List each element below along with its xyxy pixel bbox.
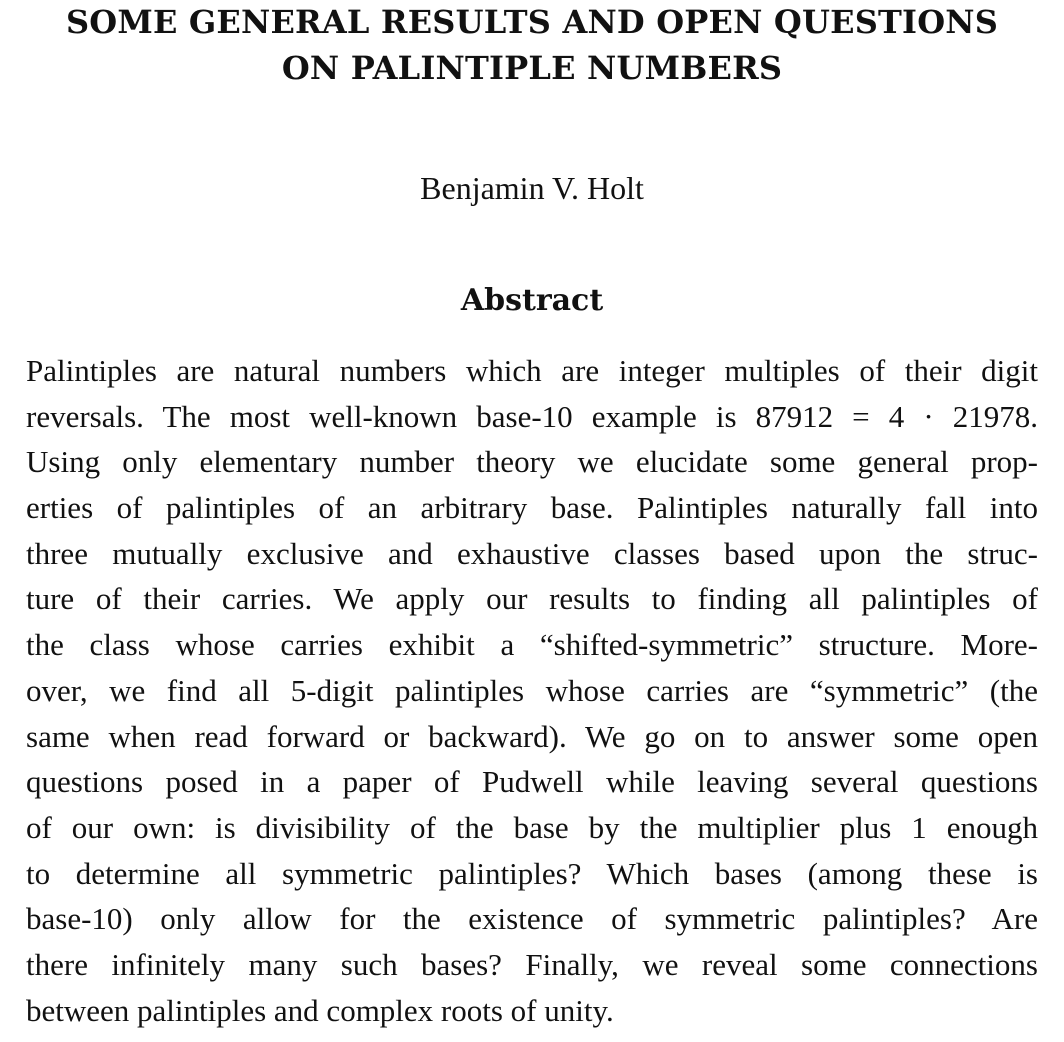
abstract-line-9: same when read forward or backward). We go on to answer some open [26,718,1038,754]
abstract-line-5: three mutually exclusive and exhaustive classes based upon the struc- [26,535,1038,571]
abstract-heading: Abstract [460,283,604,318]
abstract-line-14: there infinitely many such bases? Finally, we reveal some connections [26,946,1038,982]
abstract-line-11: of our own: is divisibility of the base by the multiplier plus 1 enough [26,809,1038,845]
abstract-line-7: the class whose carries exhibit a “shifted-symmetric” structure. More- [26,627,1038,663]
abstract-line-8: over, we find all 5-digit palintiples whose carries are “symmetric” (the [26,672,1038,708]
abstract-line-4: erties of palintiples of an arbitrary base. Palintiples naturally fall into [26,490,1038,526]
abstract-line-6: ture of their carries. We apply our results to finding all palintiples of [26,581,1038,617]
paper-title-line-2: ON PALINTIPLE NUMBERS [281,49,783,87]
abstract-line-13: base-10) only allow for the existence of symmetric palintiples? Are [26,901,1038,937]
paper-title-line-1: SOME GENERAL RESULTS AND OPEN QUESTIONS [65,3,999,41]
abstract-line-10: questions posed in a paper of Pudwell while leaving several questions [26,764,1038,800]
author-name: Benjamin V. Holt [420,170,644,206]
abstract-line-2: reversals. The most well-known base-10 example is 87912 = 4 · 21978. [26,398,1038,434]
abstract-line-1: Palintiples are natural numbers which are integer multiples of their digit [26,353,1038,388]
abstract-line-12: to determine all symmetric palintiples? Which bases (among these is [26,855,1038,891]
abstract-body [26,348,1038,1033]
abstract-line-15: between palintiples and complex roots of unity. [26,992,614,1028]
abstract-line-3: Using only elementary number theory we elucidate some general prop- [26,444,1038,480]
